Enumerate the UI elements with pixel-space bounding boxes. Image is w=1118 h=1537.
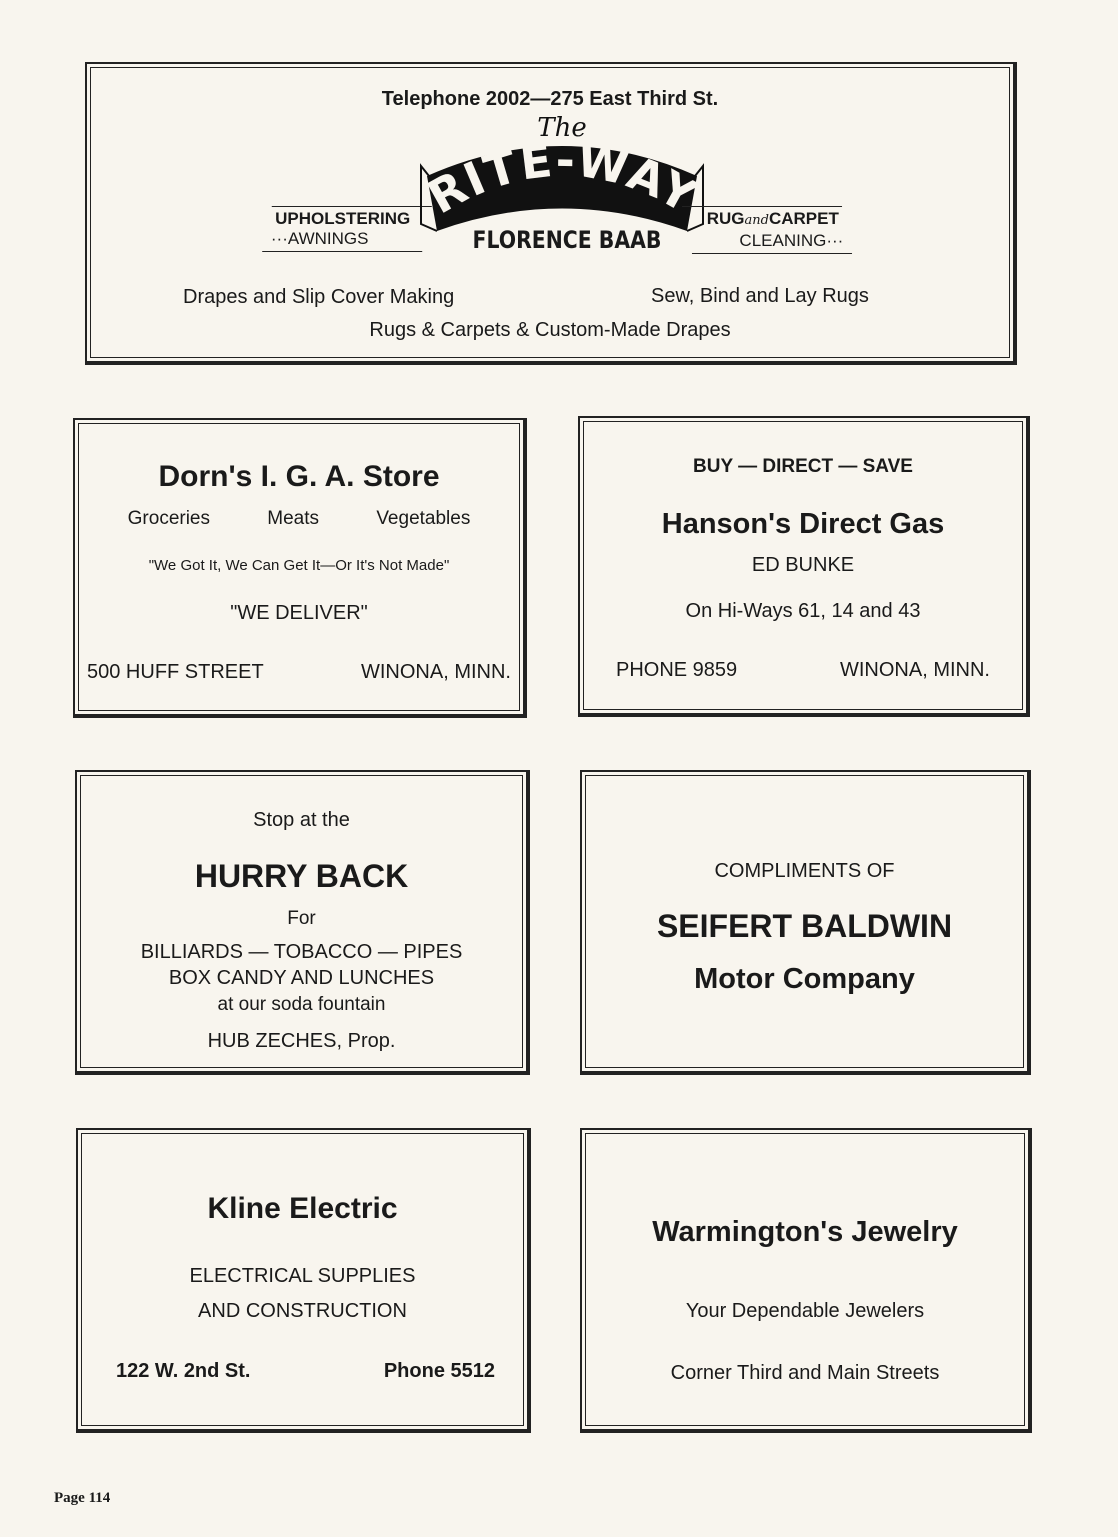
riteway-awnings: ···AWNINGS bbox=[270, 229, 369, 248]
riteway-logo-the: The bbox=[537, 113, 587, 143]
hansons-phone: PHONE 9859 bbox=[616, 659, 738, 681]
seifert-name: SEIFERT BALDWIN bbox=[656, 908, 953, 944]
dorns-footer bbox=[79, 661, 519, 684]
riteway-service-left: Drapes and Slip Cover Making bbox=[183, 286, 455, 308]
dorns-item: Meats bbox=[267, 508, 320, 529]
hansons-person: ED BUNKE bbox=[751, 554, 855, 576]
riteway-logo bbox=[267, 106, 847, 254]
hurry-prop: HUB ZECHES, Prop. bbox=[207, 1030, 396, 1052]
hurry-for: For bbox=[287, 908, 316, 929]
warmington-location: Corner Third and Main Streets bbox=[670, 1362, 940, 1384]
hurry-back-ad-inner bbox=[80, 775, 523, 1068]
riteway-upholstering: UPHOLSTERING bbox=[275, 209, 411, 228]
riteway-ad-inner bbox=[90, 67, 1010, 358]
kline-phone: Phone 5512 bbox=[383, 1360, 495, 1382]
hurry-line1: BILLIARDS — TOBACCO — PIPES bbox=[140, 941, 463, 963]
dorns-deliver: "WE DELIVER" bbox=[230, 602, 368, 624]
hansons-tagline: BUY — DIRECT — SAVE bbox=[693, 456, 913, 477]
kline-line1: ELECTRICAL SUPPLIES bbox=[189, 1265, 416, 1287]
warmington-ad-inner bbox=[585, 1133, 1025, 1426]
riteway-contact: Telephone 2002—275 East Third St. bbox=[381, 88, 719, 110]
page-number: Page 114 bbox=[54, 1490, 111, 1506]
riteway-rug-box bbox=[682, 206, 852, 254]
dorns-item: Groceries bbox=[127, 508, 210, 529]
riteway-arch-graphic bbox=[417, 106, 707, 236]
kline-footer bbox=[82, 1360, 523, 1383]
warmington-name: Warmington's Jewelry bbox=[652, 1216, 958, 1248]
hansons-ad-inner bbox=[583, 421, 1023, 710]
riteway-rug: RUG bbox=[706, 209, 745, 228]
dorns-slogan: "We Got It, We Can Get It—Or It's Not Made" bbox=[148, 557, 450, 574]
riteway-owner: FLORENCE BAAB bbox=[472, 226, 662, 254]
kline-name: Kline Electric bbox=[207, 1192, 398, 1225]
hurry-line3: at our soda fountain bbox=[217, 994, 386, 1015]
kline-address: 122 W. 2nd St. bbox=[116, 1360, 251, 1382]
riteway-upholstering-box bbox=[262, 206, 432, 252]
seifert-ad bbox=[580, 770, 1031, 1075]
seifert-sub: Motor Company bbox=[694, 963, 915, 995]
riteway-logo-name: RITE-WAY bbox=[418, 132, 707, 225]
hansons-ad bbox=[578, 416, 1030, 717]
riteway-ad bbox=[85, 62, 1017, 365]
riteway-service-bottom: Rugs & Carpets & Custom-Made Drapes bbox=[369, 319, 731, 341]
dorns-items bbox=[79, 508, 519, 530]
dorns-ad bbox=[73, 418, 527, 718]
kline-line2: AND CONSTRUCTION bbox=[198, 1300, 407, 1322]
kline-ad-inner bbox=[81, 1133, 524, 1426]
hansons-city: WINONA, MINN. bbox=[840, 659, 990, 681]
hansons-location: On Hi-Ways 61, 14 and 43 bbox=[685, 600, 921, 622]
hurry-name: HURRY BACK bbox=[194, 858, 409, 894]
hurry-line2: BOX CANDY AND LUNCHES bbox=[168, 967, 435, 989]
kline-ad bbox=[76, 1128, 531, 1433]
hurry-intro: Stop at the bbox=[253, 809, 350, 831]
riteway-service-right: Sew, Bind and Lay Rugs bbox=[651, 285, 869, 307]
hansons-name: Hanson's Direct Gas bbox=[661, 508, 945, 540]
dorns-city: WINONA, MINN. bbox=[361, 661, 511, 683]
warmington-ad bbox=[580, 1128, 1032, 1433]
riteway-cleaning: CLEANING··· bbox=[739, 231, 844, 250]
dorns-item: Vegetables bbox=[376, 508, 471, 529]
warmington-tagline: Your Dependable Jewelers bbox=[685, 1300, 925, 1322]
hansons-footer bbox=[584, 659, 1022, 682]
seifert-ad-inner bbox=[585, 775, 1024, 1068]
dorns-address: 500 HUFF STREET bbox=[87, 661, 264, 683]
seifert-intro: COMPLIMENTS OF bbox=[714, 860, 895, 882]
riteway-and: and bbox=[744, 213, 769, 228]
dorns-ad-inner bbox=[78, 423, 520, 711]
dorns-name: Dorn's I. G. A. Store bbox=[158, 460, 440, 493]
hurry-back-ad bbox=[75, 770, 530, 1075]
riteway-carpet: CARPET bbox=[768, 209, 839, 228]
